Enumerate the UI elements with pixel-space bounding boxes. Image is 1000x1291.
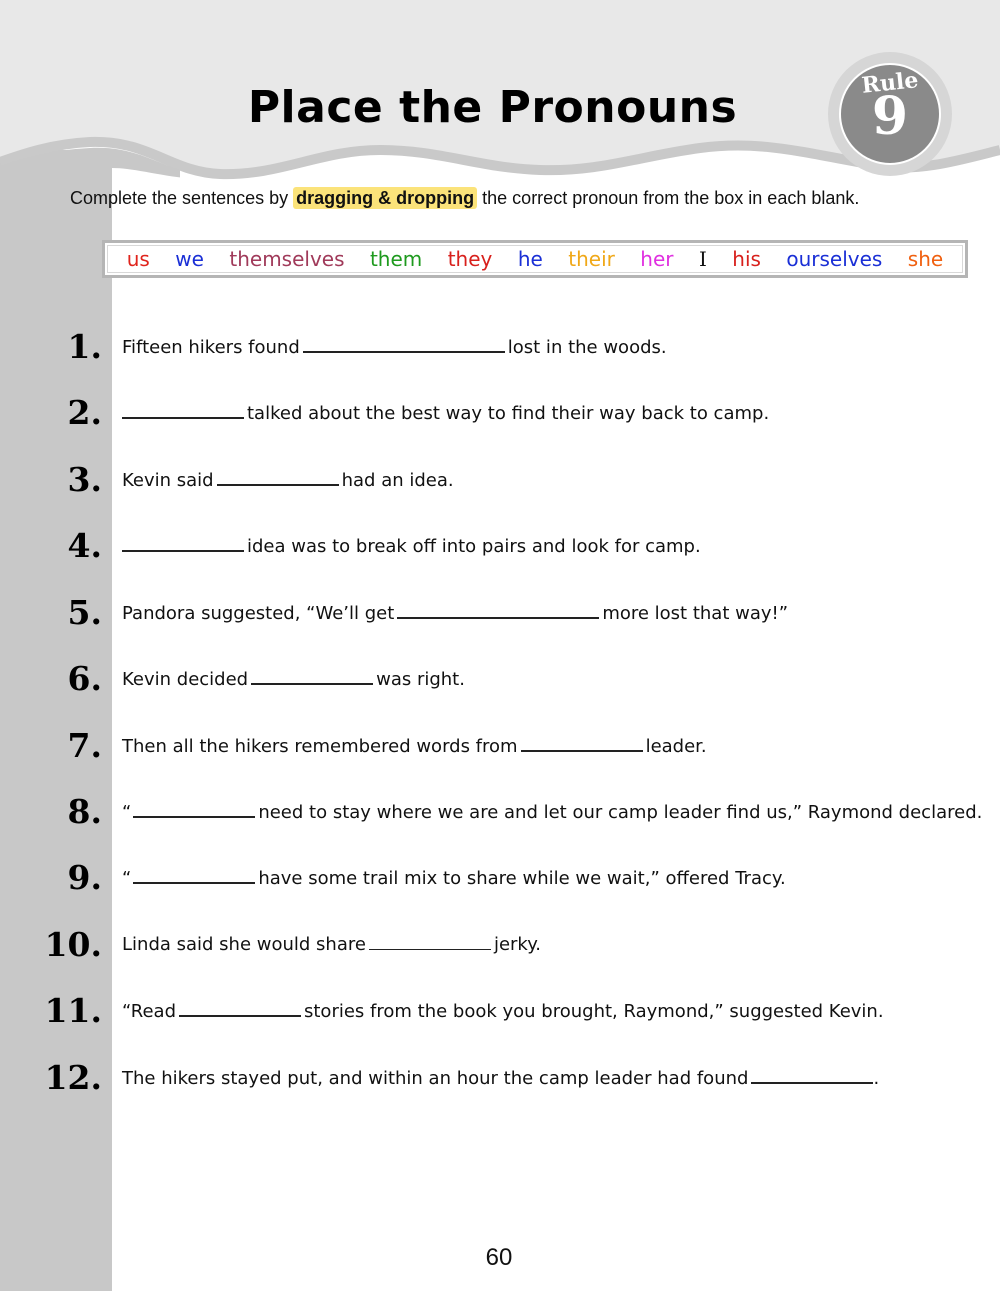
sentence-text-before: “Read [122,1001,176,1022]
drop-blank[interactable] [133,800,255,818]
sentence-text-after: idea was to break off into pairs and look for camp. [247,536,701,557]
word-tile-she[interactable]: she [907,247,944,271]
question-number: 3. [67,460,102,499]
drop-blank[interactable] [751,1066,873,1084]
drop-blank[interactable] [179,999,301,1017]
drop-blank[interactable] [217,468,339,486]
word-tile-them[interactable]: them [369,247,423,271]
sentence-text-after: leader. [645,736,707,757]
sentence-text-after: was right. [376,669,465,690]
sentence-text-before: “ [122,802,132,823]
word-tile-they[interactable]: they [447,247,493,271]
page-title: Place the Pronouns [247,82,738,133]
question-number: 2. [67,393,102,432]
sentence-text-before: Linda said she would share [122,934,366,955]
sentence-text-before: Kevin decided [122,669,249,690]
question-number: 1. [67,327,102,366]
sentence-text-after: stories from the book you brought, Raymond,” suggested Kevin. [304,1001,884,1022]
sentence-7 [122,734,707,757]
word-bank [102,240,968,278]
rule-label: Rule [860,67,920,99]
sentence-3 [122,468,454,491]
sentence-1 [122,335,667,358]
sentence-9 [122,866,786,889]
sentence-text-before: The hikers stayed put, and within an hour the camp leader had found [122,1068,749,1089]
word-tile-their[interactable]: their [568,247,615,271]
sentence-10 [122,933,541,955]
question-number: 4. [67,526,102,565]
sentence-text-after: jerky. [493,934,542,955]
drop-blank[interactable] [133,866,255,884]
sentence-text-after: have some trail mix to share while we wait,” offered Tracy. [258,868,786,889]
sentence-4 [122,534,701,557]
question-number: 7. [67,726,102,765]
sentence-11 [122,999,884,1022]
sentence-text-before: Then all the hikers remembered words from [122,736,518,757]
drop-blank[interactable] [303,335,505,353]
rule-number: 9 [871,86,909,147]
sentence-text-before: Kevin said [122,470,214,491]
word-tile-his[interactable]: his [732,247,761,271]
sentence-5 [122,601,788,624]
sentence-text-before: Pandora suggested, “We’ll get [122,603,395,624]
drop-blank[interactable] [122,534,244,552]
word-bank-inner [107,245,963,273]
drop-blank[interactable] [397,601,599,619]
sentence-text-before: Fifteen hikers found [122,337,300,358]
drop-blank[interactable] [122,401,244,419]
word-tile-i[interactable]: I [698,247,707,271]
sentence-text-after: more lost that way!” [602,603,789,624]
sentence-text-before: “ [122,868,132,889]
question-number: 6. [67,659,102,698]
sentence-6 [122,667,465,690]
question-number: 12. [44,1058,102,1097]
sentence-text-after: . [873,1068,880,1089]
question-number: 8. [67,792,102,831]
word-tile-themselves[interactable]: themselves [229,247,345,271]
sentence-8 [122,800,982,823]
sentence-text-after: talked about the best way to find their way back to camp. [247,403,770,424]
drop-blank[interactable] [251,667,373,685]
question-number: 9. [67,858,102,897]
word-tile-ourselves[interactable]: ourselves [786,247,883,271]
word-tile-he[interactable]: he [517,247,543,271]
instructions-after: the correct pronoun from the box in each blank. [482,188,860,208]
sentence-2 [122,401,769,424]
rule-badge [826,50,954,178]
instructions-before: Complete the sentences by [70,188,289,208]
question-number: 11. [44,991,102,1030]
instructions-highlight: dragging & dropping [293,187,477,209]
question-number: 5. [67,593,102,632]
sentence-text-after: had an idea. [341,470,454,491]
drop-blank[interactable] [521,734,643,752]
word-tile-we[interactable]: we [175,247,204,271]
question-number: 10. [44,925,102,964]
sentence-text-after: lost in the woods. [507,337,667,358]
word-tile-us[interactable]: us [126,247,150,271]
word-tile-her[interactable]: her [640,247,674,271]
drop-blank[interactable] [369,933,491,950]
page-number: 60 [485,1244,513,1271]
instructions [70,188,859,209]
sentence-12 [122,1066,879,1089]
sentence-text-after: need to stay where we are and let our camp leader find us,” Raymond declared. [258,802,983,823]
left-margin-band [0,150,112,1291]
